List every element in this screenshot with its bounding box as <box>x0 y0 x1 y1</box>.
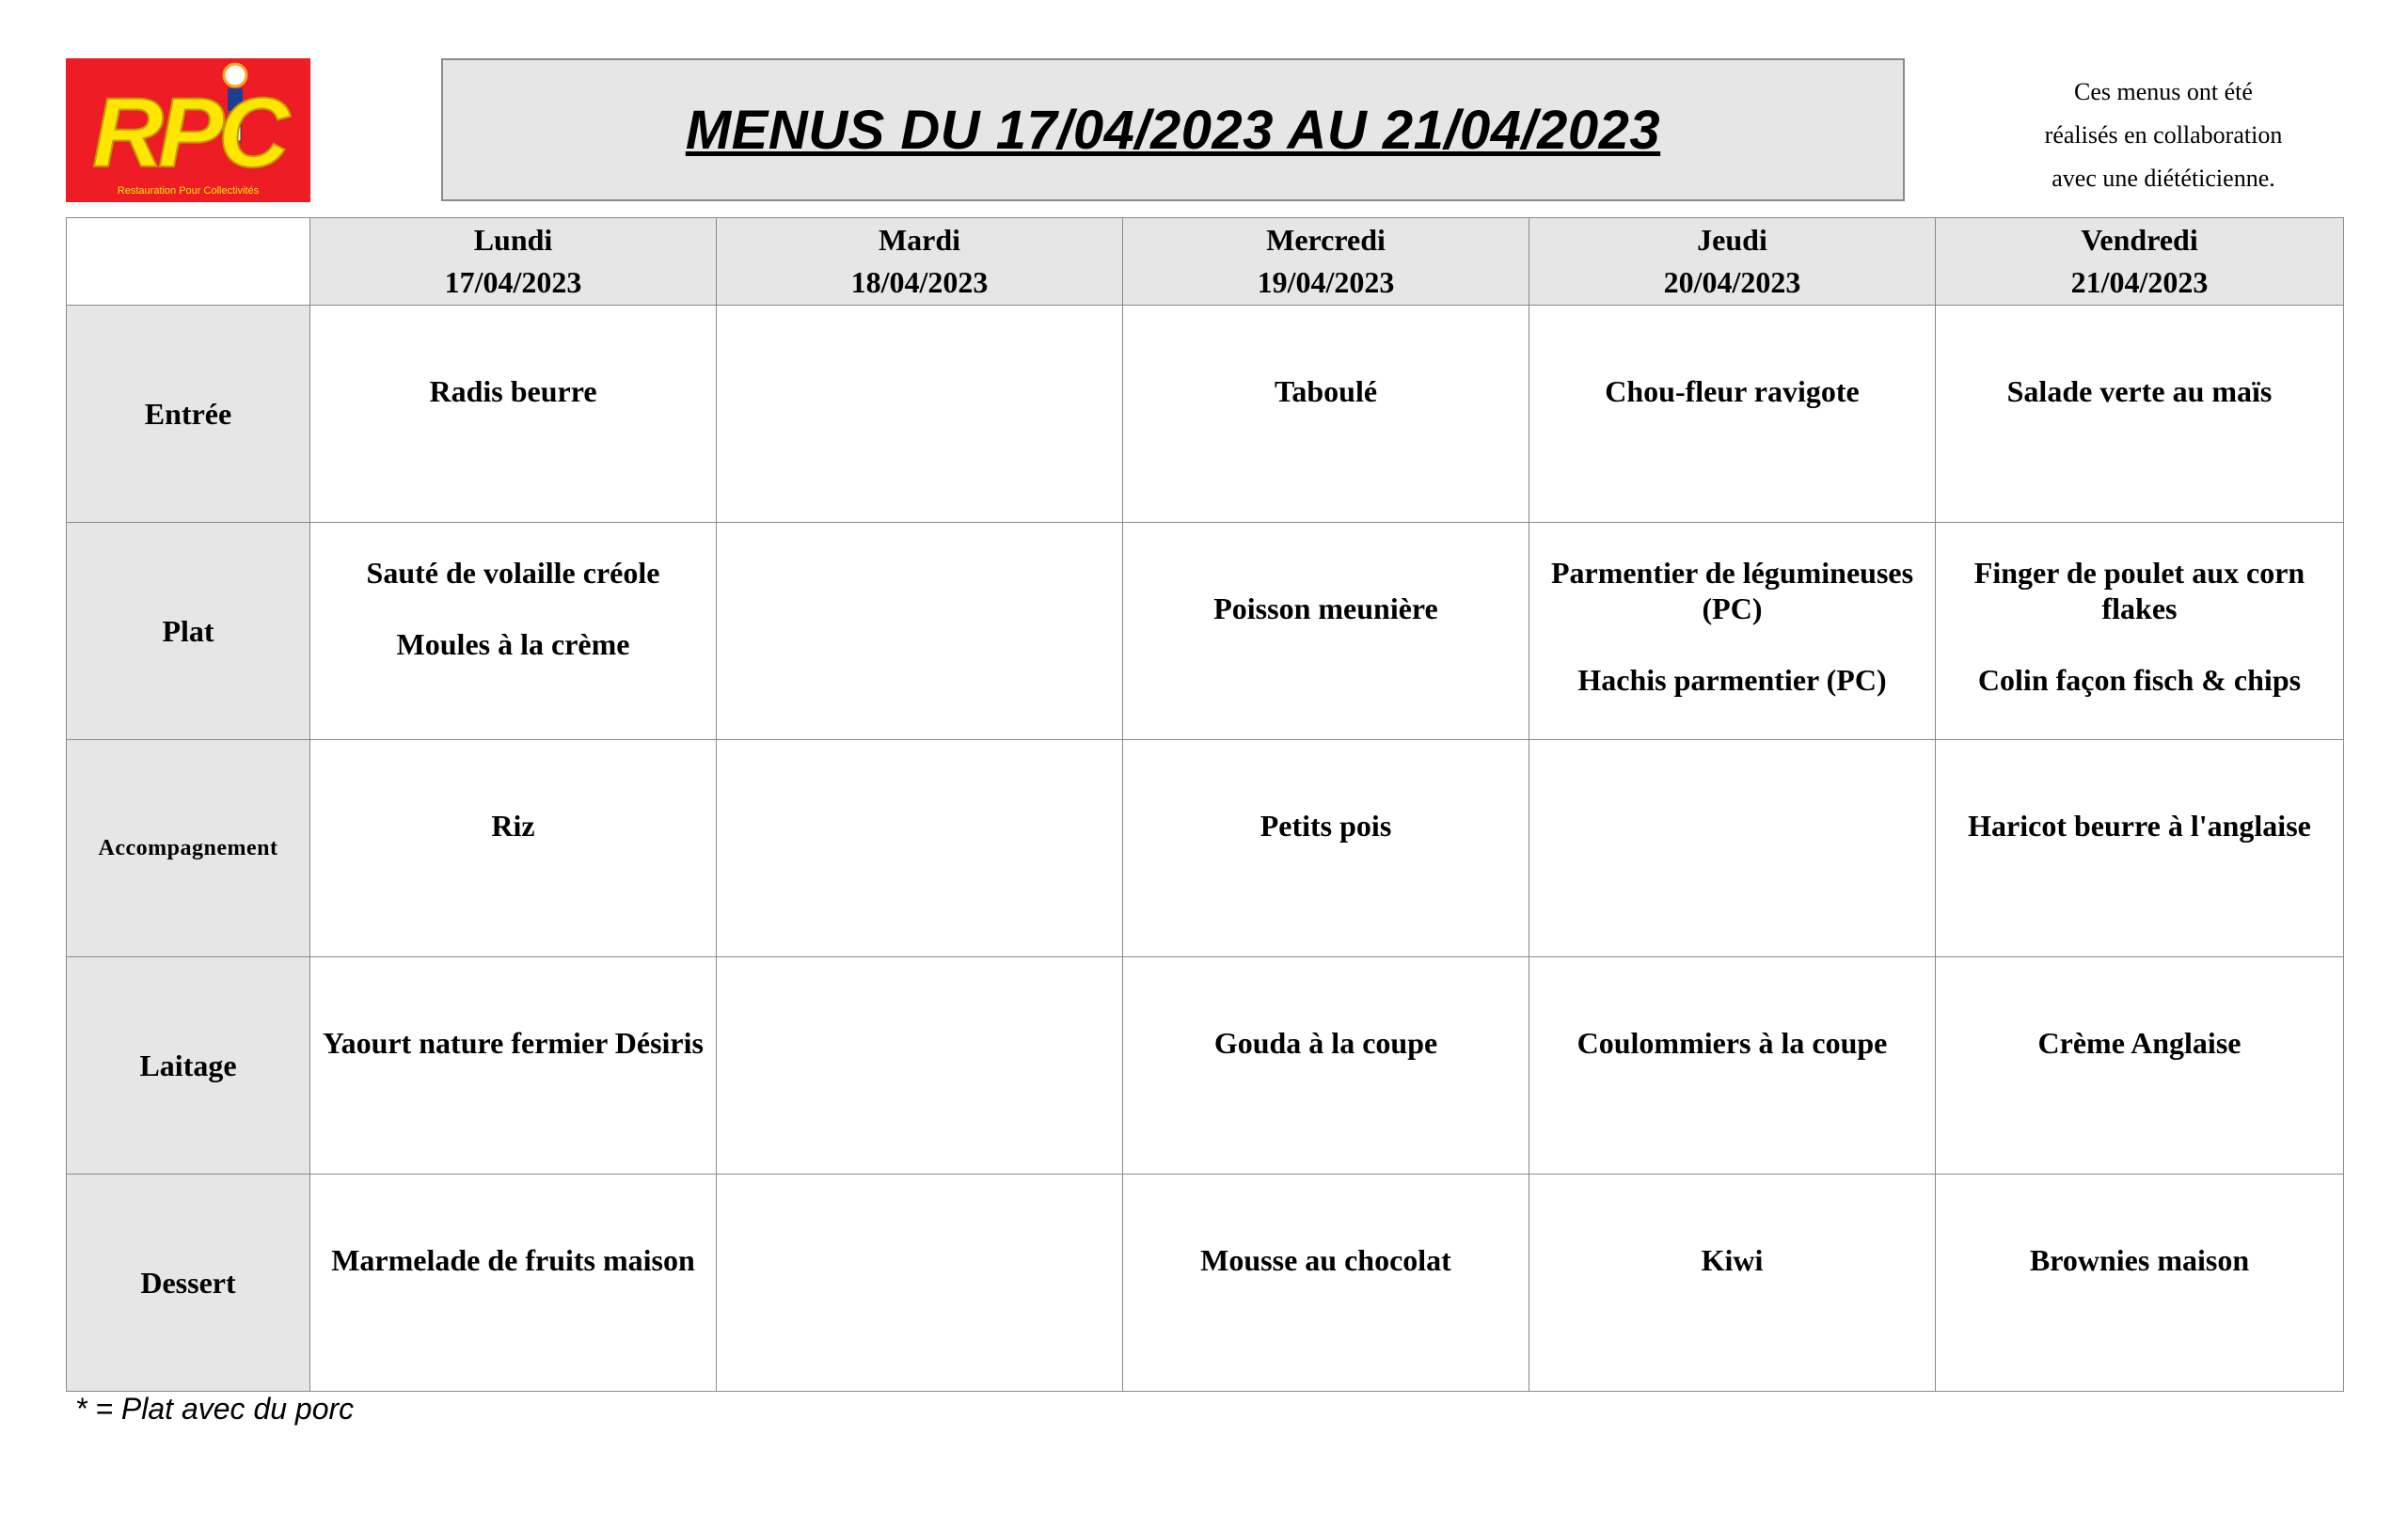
dietitian-note <box>1980 71 2347 200</box>
menu-cell <box>1936 740 2344 957</box>
day-name: Mercredi <box>1266 223 1386 257</box>
dish: Mousse au chocolat <box>1200 1243 1451 1277</box>
dish: Taboulé <box>1274 374 1378 408</box>
menu-cell <box>1123 1175 1529 1392</box>
day-date: 20/04/2023 <box>1663 265 1801 299</box>
menu-cell-empty <box>717 523 1123 740</box>
dish: Moules à la crème <box>396 627 630 661</box>
dish: Haricot beurre à l'anglaise <box>1968 809 2311 843</box>
day-header-lundi <box>310 218 717 306</box>
dish: Finger de poulet aux corn flakes <box>1973 556 2305 625</box>
dish: Parmentier de légumineuses (PC) <box>1550 556 1914 625</box>
dish: Radis beurre <box>429 374 597 408</box>
course-row-entree <box>67 306 2344 523</box>
menu-cell <box>310 957 717 1175</box>
corner-cell <box>67 218 310 306</box>
dish: Crème Anglaise <box>2037 1026 2242 1060</box>
dish: Coulommiers à la coupe <box>1576 1026 1888 1060</box>
menu-cell <box>1529 1175 1936 1392</box>
day-date: 18/04/2023 <box>850 265 989 299</box>
dish: Marmelade de fruits maison <box>331 1243 695 1277</box>
day-date: 21/04/2023 <box>2070 265 2209 299</box>
dish: Brownies maison <box>2029 1243 2250 1277</box>
note-line: avec une diététicienne. <box>2052 165 2275 192</box>
course-label: Accompagnement <box>67 740 310 957</box>
menu-cell <box>310 1175 717 1392</box>
menu-cell <box>1529 523 1936 740</box>
menu-cell <box>1123 740 1529 957</box>
day-header-row <box>67 218 2344 306</box>
note-line: réalisés en collaboration <box>2044 121 2283 149</box>
course-label: Entrée <box>67 306 310 523</box>
day-date: 19/04/2023 <box>1257 265 1395 299</box>
day-header-jeudi <box>1529 218 1936 306</box>
menu-cell <box>1936 306 2344 523</box>
menu-cell <box>1936 523 2344 740</box>
menu-cell-empty <box>717 957 1123 1175</box>
menu-cell <box>1123 957 1529 1175</box>
dish: Salade verte au maïs <box>2006 374 2273 408</box>
menu-cell-empty <box>717 1175 1123 1392</box>
dish: Petits pois <box>1259 809 1392 843</box>
course-row-laitage <box>67 957 2344 1175</box>
dish: Kiwi <box>1701 1243 1764 1277</box>
menu-cell <box>1936 1175 2344 1392</box>
day-name: Jeudi <box>1697 223 1767 257</box>
dish: Sauté de volaille créole <box>366 556 660 590</box>
course-row-plat <box>67 523 2344 740</box>
day-header-mardi <box>717 218 1123 306</box>
course-row-accompagnement <box>67 740 2344 957</box>
course-label: Dessert <box>67 1175 310 1392</box>
menu-cell <box>310 740 717 957</box>
dish: Yaourt nature fermier Désiris <box>323 1026 704 1060</box>
menu-cell <box>1936 957 2344 1175</box>
course-label: Plat <box>67 523 310 740</box>
dish: Poisson meunière <box>1213 591 1438 625</box>
dish: Chou-fleur ravigote <box>1605 374 1860 408</box>
page-title: MENUS DU 17/04/2023 AU 21/04/2023 <box>685 99 1661 161</box>
dish: Gouda à la coupe <box>1213 1026 1438 1060</box>
logo-letters: RPC <box>92 78 284 188</box>
course-row-dessert <box>67 1175 2344 1392</box>
day-name: Vendredi <box>2081 223 2198 257</box>
rpc-logo <box>66 58 310 202</box>
menu-cell <box>310 523 717 740</box>
menu-cell <box>1123 306 1529 523</box>
day-header-vendredi <box>1936 218 2344 306</box>
menu-cell-empty <box>717 740 1123 957</box>
day-name: Lundi <box>473 223 553 257</box>
menu-table <box>66 217 2344 1392</box>
day-date: 17/04/2023 <box>444 265 582 299</box>
dish: Hachis parmentier (PC) <box>1577 663 1887 697</box>
menu-cell-empty <box>1529 740 1936 957</box>
note-line: Ces menus ont été <box>2074 78 2253 105</box>
dish: Riz <box>491 809 535 843</box>
dish: Colin façon fisch & chips <box>1977 663 2302 697</box>
day-header-mercredi <box>1123 218 1529 306</box>
pork-footnote: * = Plat avec du porc <box>75 1392 355 1426</box>
logo-graphic <box>66 58 310 202</box>
course-label: Laitage <box>67 957 310 1175</box>
menu-cell <box>1529 957 1936 1175</box>
menu-cell-empty <box>717 306 1123 523</box>
menu-cell <box>1529 306 1936 523</box>
logo-caption: Restauration Pour Collectivités <box>117 185 260 197</box>
title-box <box>441 58 1905 201</box>
menu-cell <box>310 306 717 523</box>
menu-cell <box>1123 523 1529 740</box>
day-name: Mardi <box>878 223 961 257</box>
